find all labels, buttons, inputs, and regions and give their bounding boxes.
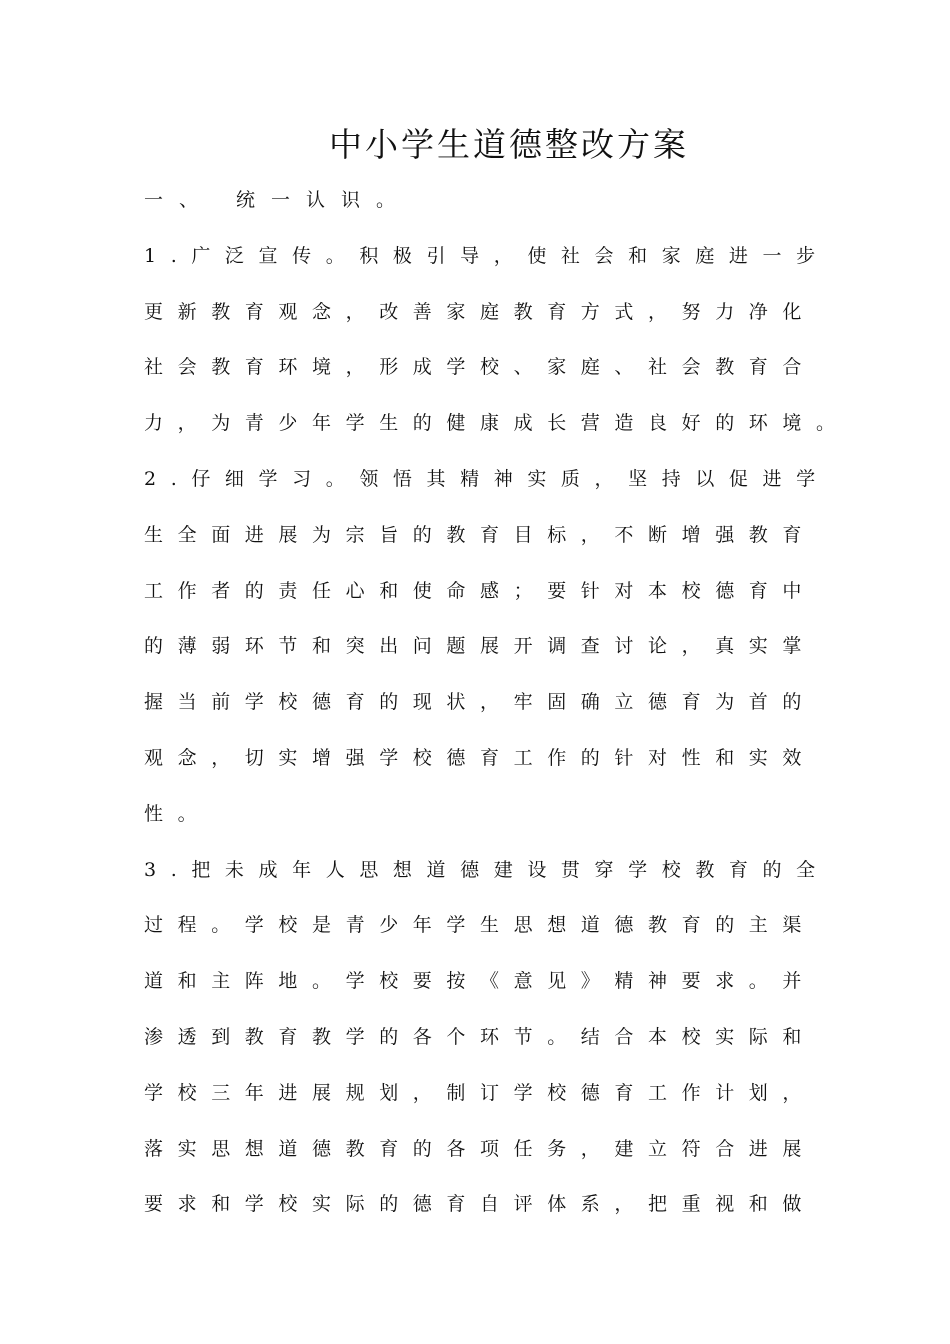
paragraph-line: 社会教育环境，形成学校、家庭、社会教育合 [144, 356, 817, 379]
paragraph-line: 握当前学校德育的现状，牢固确立德育为首的 [144, 691, 817, 714]
paragraph-line: 渗透到教育教学的各个环节。结合本校实际和 [144, 1025, 817, 1048]
section-heading: 一、 统一认识。 [144, 189, 412, 211]
paragraph-line: 更新教育观念，改善家庭教育方式，努力净化 [144, 300, 817, 323]
paragraph-line: 2.仔细学习。领悟其精神实质，坚持以促进学 [144, 467, 830, 490]
paragraph-line: 3.把未成年人思想道德建设贯穿学校教育的全 [144, 858, 830, 881]
paragraph-line: 落实思想道德教育的各项任务，建立符合进展 [144, 1137, 817, 1160]
paragraph-line: 工作者的责任心和使命感；要针对本校德育中 [144, 579, 817, 602]
paragraph-line: 过程。学校是青少年学生思想道德教育的主渠 [144, 914, 817, 937]
paragraph-line: 生全面进展为宗旨的教育目标，不断增强教育 [144, 523, 817, 546]
paragraph-line: 性。 [144, 802, 212, 825]
paragraph-line: 学校三年进展规划，制订学校德育工作计划， [144, 1081, 817, 1104]
document-title: 中小学生道德整改方案 [329, 125, 689, 164]
paragraph-line: 要求和学校实际的德育自评体系，把重视和做 [144, 1193, 817, 1216]
document-body [144, 173, 850, 1233]
paragraph-line: 观念，切实增强学校德育工作的针对性和实效 [144, 746, 817, 769]
paragraph-line: 的薄弱环节和突出问题展开调查讨论，真实掌 [144, 635, 817, 658]
paragraph-line: 力，为青少年学生的健康成长营造良好的环境。 [144, 412, 850, 435]
paragraph-line: 1.广泛宣传。积极引导，使社会和家庭进一步 [144, 244, 830, 267]
paragraph-line: 道和主阵地。学校要按《意见》精神要求。并 [144, 970, 817, 993]
